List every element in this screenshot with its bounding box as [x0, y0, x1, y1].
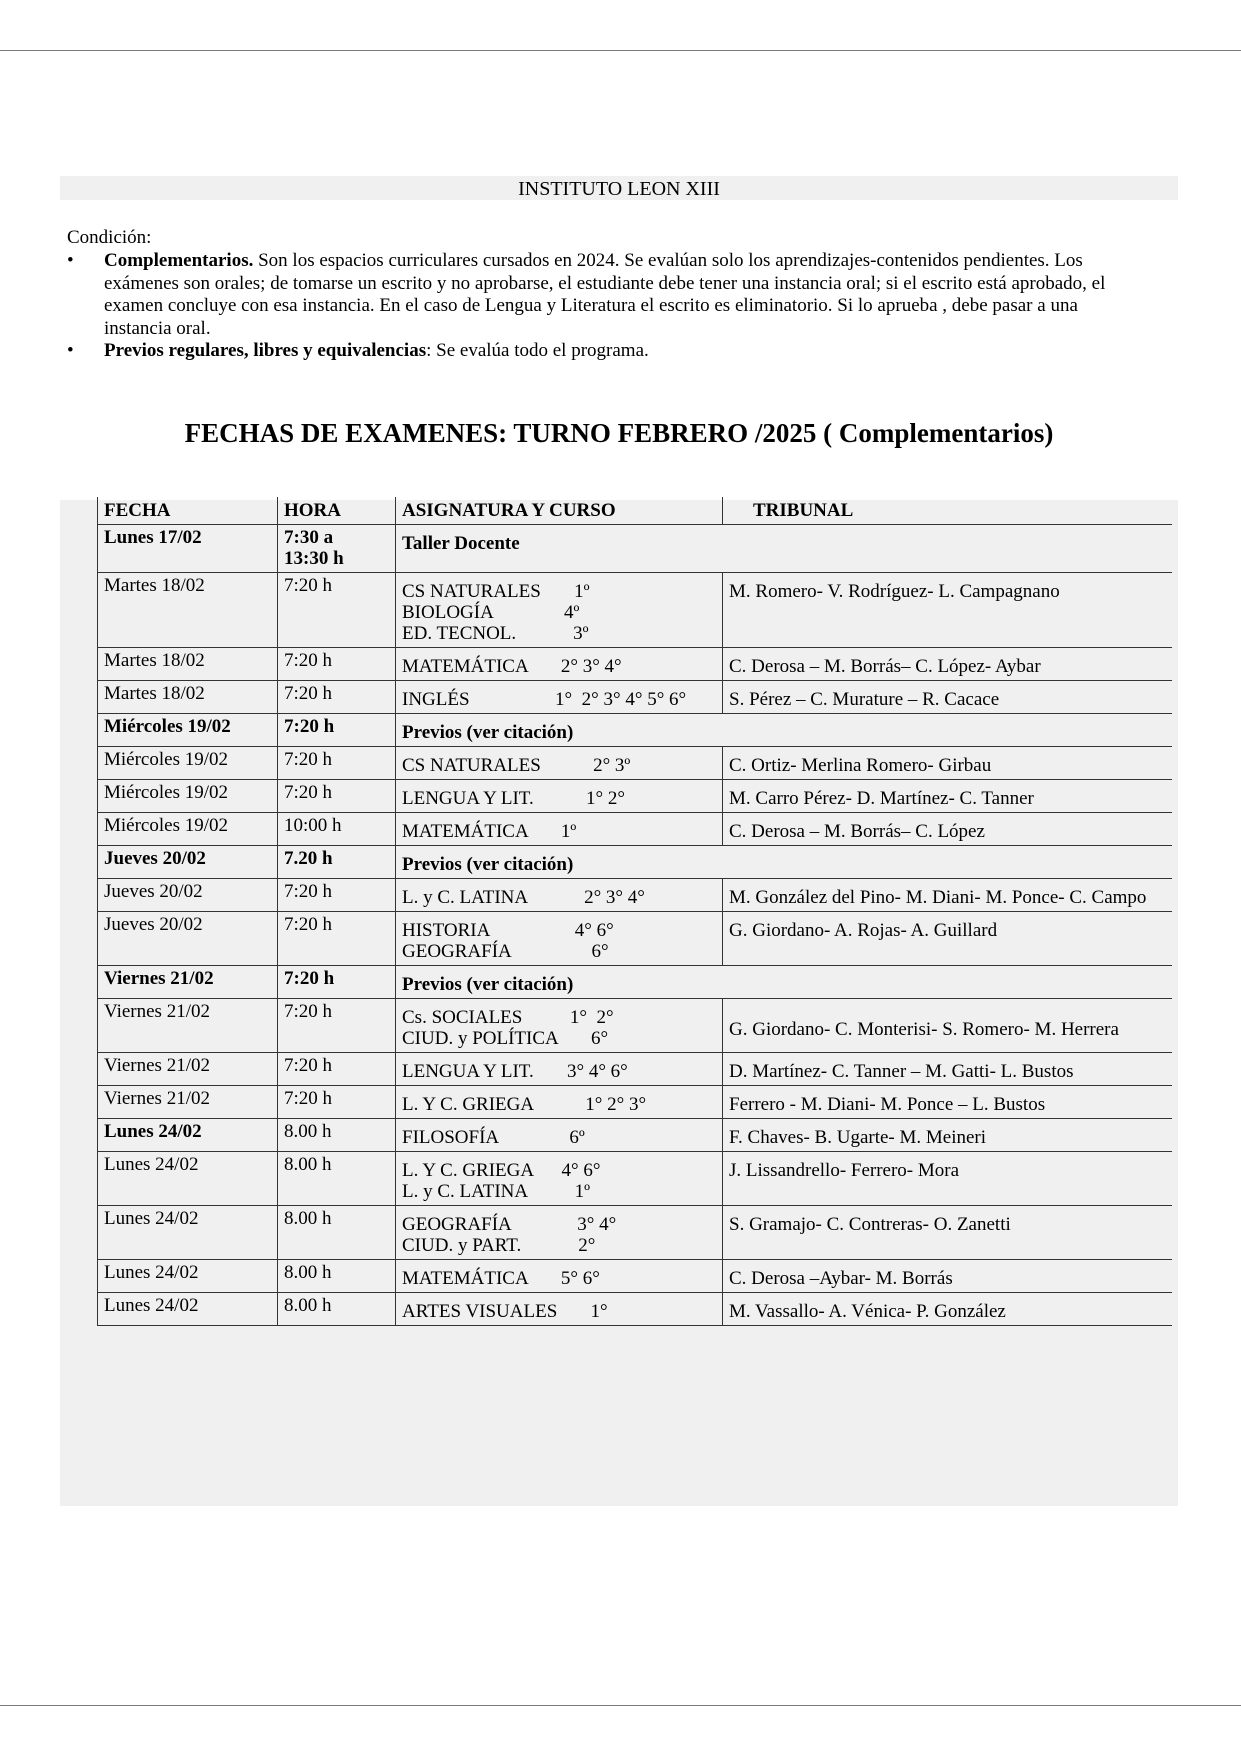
- exam-schedule-table: [97, 497, 1172, 1326]
- page-title: FECHAS DE EXAMENES: TURNO FEBRERO /2025 ( Complementarios): [184, 418, 1054, 448]
- cell-asignatura: CS NATURALES 2° 3º: [396, 747, 723, 780]
- table-row: [98, 1086, 1173, 1119]
- cell-hora: 7:20 h: [278, 912, 396, 966]
- table-row: [98, 747, 1173, 780]
- cell-tribunal: C. Ortiz- Merlina Romero- Girbau: [723, 747, 1173, 780]
- cell-fecha: Lunes 24/02: [98, 1206, 278, 1260]
- cell-tribunal: S. Pérez – C. Murature – R. Cacace: [723, 681, 1173, 714]
- cell-asignatura: LENGUA Y LIT. 3° 4° 6°: [396, 1053, 723, 1086]
- cell-hora: 7:20 h: [278, 714, 396, 747]
- cell-fecha: Jueves 20/02: [98, 879, 278, 912]
- table-row: [98, 1053, 1173, 1086]
- cell-hora: 7.20 h: [278, 846, 396, 879]
- cell-fecha: Miércoles 19/02: [98, 780, 278, 813]
- cell-asignatura: LENGUA Y LIT. 1° 2°: [396, 780, 723, 813]
- cell-fecha: Jueves 20/02: [98, 912, 278, 966]
- table-row: [98, 573, 1173, 648]
- table-row: [98, 879, 1173, 912]
- table-row: [98, 780, 1173, 813]
- cell-asignatura: Taller Docente: [396, 525, 1173, 573]
- cell-tribunal: C. Derosa – M. Borrás– C. López- Aybar: [723, 648, 1173, 681]
- cell-tribunal: C. Derosa – M. Borrás– C. López: [723, 813, 1173, 846]
- cell-fecha: Lunes 24/02: [98, 1260, 278, 1293]
- cell-asignatura: MATEMÁTICA 5° 6°: [396, 1260, 723, 1293]
- table-row: [98, 1119, 1173, 1152]
- cell-fecha: Miércoles 19/02: [98, 747, 278, 780]
- cell-hora: 8.00 h: [278, 1119, 396, 1152]
- cell-hora: 7:20 h: [278, 747, 396, 780]
- cell-asignatura: GEOGRAFÍA 3° 4° CIUD. y PART. 2°: [396, 1206, 723, 1260]
- cell-hora: 7:20 h: [278, 1053, 396, 1086]
- cell-hora: 7:20 h: [278, 681, 396, 714]
- cell-fecha: Viernes 21/02: [98, 1086, 278, 1119]
- cell-asignatura: L. Y C. GRIEGA 4° 6° L. y C. LATINA 1º: [396, 1152, 723, 1206]
- institution-header: INSTITUTO LEON XIII: [518, 178, 720, 200]
- table-row: [98, 525, 1173, 573]
- cell-fecha: Lunes 24/02: [98, 1152, 278, 1206]
- cell-hora: 10:00 h: [278, 813, 396, 846]
- cell-tribunal: G. Giordano- A. Rojas- A. Guillard: [723, 912, 1173, 966]
- table-row: [98, 681, 1173, 714]
- cell-hora: 7:20 h: [278, 999, 396, 1053]
- table-header-row: [98, 497, 1173, 525]
- condition-item: • Complementarios. Son los espacios curriculares cursados en 2024. Se evalúan solo los aprendizajes-contenidos pendientes. Los exámenes son orales; de tomarse un escrito y no aprobarse, el estudiante debe tener una instancia oral; si el escrito está aprobado, el examen concluye con esa instancia. En el caso de Lengua y Literatura el escrito es eliminatorio. Si lo aprueba , debe pasar a una instancia oral.: [67, 250, 1142, 340]
- header-hora: HORA: [278, 497, 396, 525]
- cell-fecha: Martes 18/02: [98, 573, 278, 648]
- cell-asignatura: Previos (ver citación): [396, 846, 1173, 879]
- table-row: [98, 1293, 1173, 1326]
- cell-tribunal: C. Derosa –Aybar- M. Borrás: [723, 1260, 1173, 1293]
- condition-list: [67, 250, 1142, 363]
- cell-asignatura: Previos (ver citación): [396, 966, 1173, 999]
- cell-fecha: Lunes 17/02: [98, 525, 278, 573]
- cell-fecha: Lunes 24/02: [98, 1119, 278, 1152]
- cell-fecha: Martes 18/02: [98, 648, 278, 681]
- cell-tribunal: S. Gramajo- C. Contreras- O. Zanetti: [723, 1206, 1173, 1260]
- cell-hora: 7:20 h: [278, 1086, 396, 1119]
- cell-asignatura: CS NATURALES 1º BIOLOGÍA 4º ED. TECNOL. 3º: [396, 573, 723, 648]
- table-row: [98, 912, 1173, 966]
- cell-tribunal: J. Lissandrello- Ferrero- Mora: [723, 1152, 1173, 1206]
- header-fecha: FECHA: [98, 497, 278, 525]
- cell-asignatura: L. Y C. GRIEGA 1° 2° 3°: [396, 1086, 723, 1119]
- cell-hora: 7:20 h: [278, 879, 396, 912]
- cell-tribunal: G. Giordano- C. Monterisi- S. Romero- M. Herrera: [723, 999, 1173, 1053]
- cell-asignatura: L. y C. LATINA 2° 3° 4°: [396, 879, 723, 912]
- page-bottom-rule: [0, 1705, 1241, 1706]
- condition-item: • Previos regulares, libres y equivalencias: Se evalúa todo el programa.: [67, 340, 1142, 363]
- cell-fecha: Viernes 21/02: [98, 966, 278, 999]
- condition-label: Condición:: [67, 227, 152, 248]
- cell-fecha: Miércoles 19/02: [98, 813, 278, 846]
- page-top-rule: [0, 50, 1241, 51]
- cell-asignatura: Cs. SOCIALES 1° 2° CIUD. y POLÍTICA 6°: [396, 999, 723, 1053]
- cell-asignatura: Previos (ver citación): [396, 714, 1173, 747]
- cell-asignatura: FILOSOFÍA 6º: [396, 1119, 723, 1152]
- cell-tribunal: M. González del Pino- M. Diani- M. Ponce- C. Campo: [723, 879, 1173, 912]
- cell-fecha: Viernes 21/02: [98, 1053, 278, 1086]
- table-row: [98, 714, 1173, 747]
- cell-hora: 8.00 h: [278, 1152, 396, 1206]
- cell-asignatura: ARTES VISUALES 1°: [396, 1293, 723, 1326]
- cell-hora: 8.00 h: [278, 1260, 396, 1293]
- cell-hora: 8.00 h: [278, 1293, 396, 1326]
- cell-fecha: Martes 18/02: [98, 681, 278, 714]
- table-row: [98, 999, 1173, 1053]
- cell-asignatura: MATEMÁTICA 2° 3° 4°: [396, 648, 723, 681]
- table-row: [98, 1152, 1173, 1206]
- cell-fecha: Viernes 21/02: [98, 999, 278, 1053]
- header-tribunal: TRIBUNAL: [723, 497, 1173, 525]
- cell-hora: 7:30 a 13:30 h: [278, 525, 396, 573]
- cell-hora: 7:20 h: [278, 573, 396, 648]
- cell-fecha: Lunes 24/02: [98, 1293, 278, 1326]
- cell-asignatura: MATEMÁTICA 1º: [396, 813, 723, 846]
- cell-fecha: Miércoles 19/02: [98, 714, 278, 747]
- cell-hora: 8.00 h: [278, 1206, 396, 1260]
- table-row: [98, 648, 1173, 681]
- cell-fecha: Jueves 20/02: [98, 846, 278, 879]
- cell-asignatura: INGLÉS 1° 2° 3° 4° 5° 6°: [396, 681, 723, 714]
- table-row: [98, 813, 1173, 846]
- cell-hora: 7:20 h: [278, 780, 396, 813]
- table-row: [98, 1206, 1173, 1260]
- table-row: [98, 966, 1173, 999]
- cell-tribunal: M. Vassallo- A. Vénica- P. González: [723, 1293, 1173, 1326]
- header-asignatura: ASIGNATURA Y CURSO: [396, 497, 723, 525]
- table-row: [98, 846, 1173, 879]
- cell-tribunal: Ferrero - M. Diani- M. Ponce – L. Bustos: [723, 1086, 1173, 1119]
- cell-tribunal: F. Chaves- B. Ugarte- M. Meineri: [723, 1119, 1173, 1152]
- table-row: [98, 1260, 1173, 1293]
- cell-tribunal: M. Romero- V. Rodríguez- L. Campagnano: [723, 573, 1173, 648]
- cell-hora: 7:20 h: [278, 648, 396, 681]
- cell-tribunal: D. Martínez- C. Tanner – M. Gatti- L. Bustos: [723, 1053, 1173, 1086]
- cell-asignatura: HISTORIA 4° 6° GEOGRAFÍA 6°: [396, 912, 723, 966]
- cell-tribunal: M. Carro Pérez- D. Martínez- C. Tanner: [723, 780, 1173, 813]
- cell-hora: 7:20 h: [278, 966, 396, 999]
